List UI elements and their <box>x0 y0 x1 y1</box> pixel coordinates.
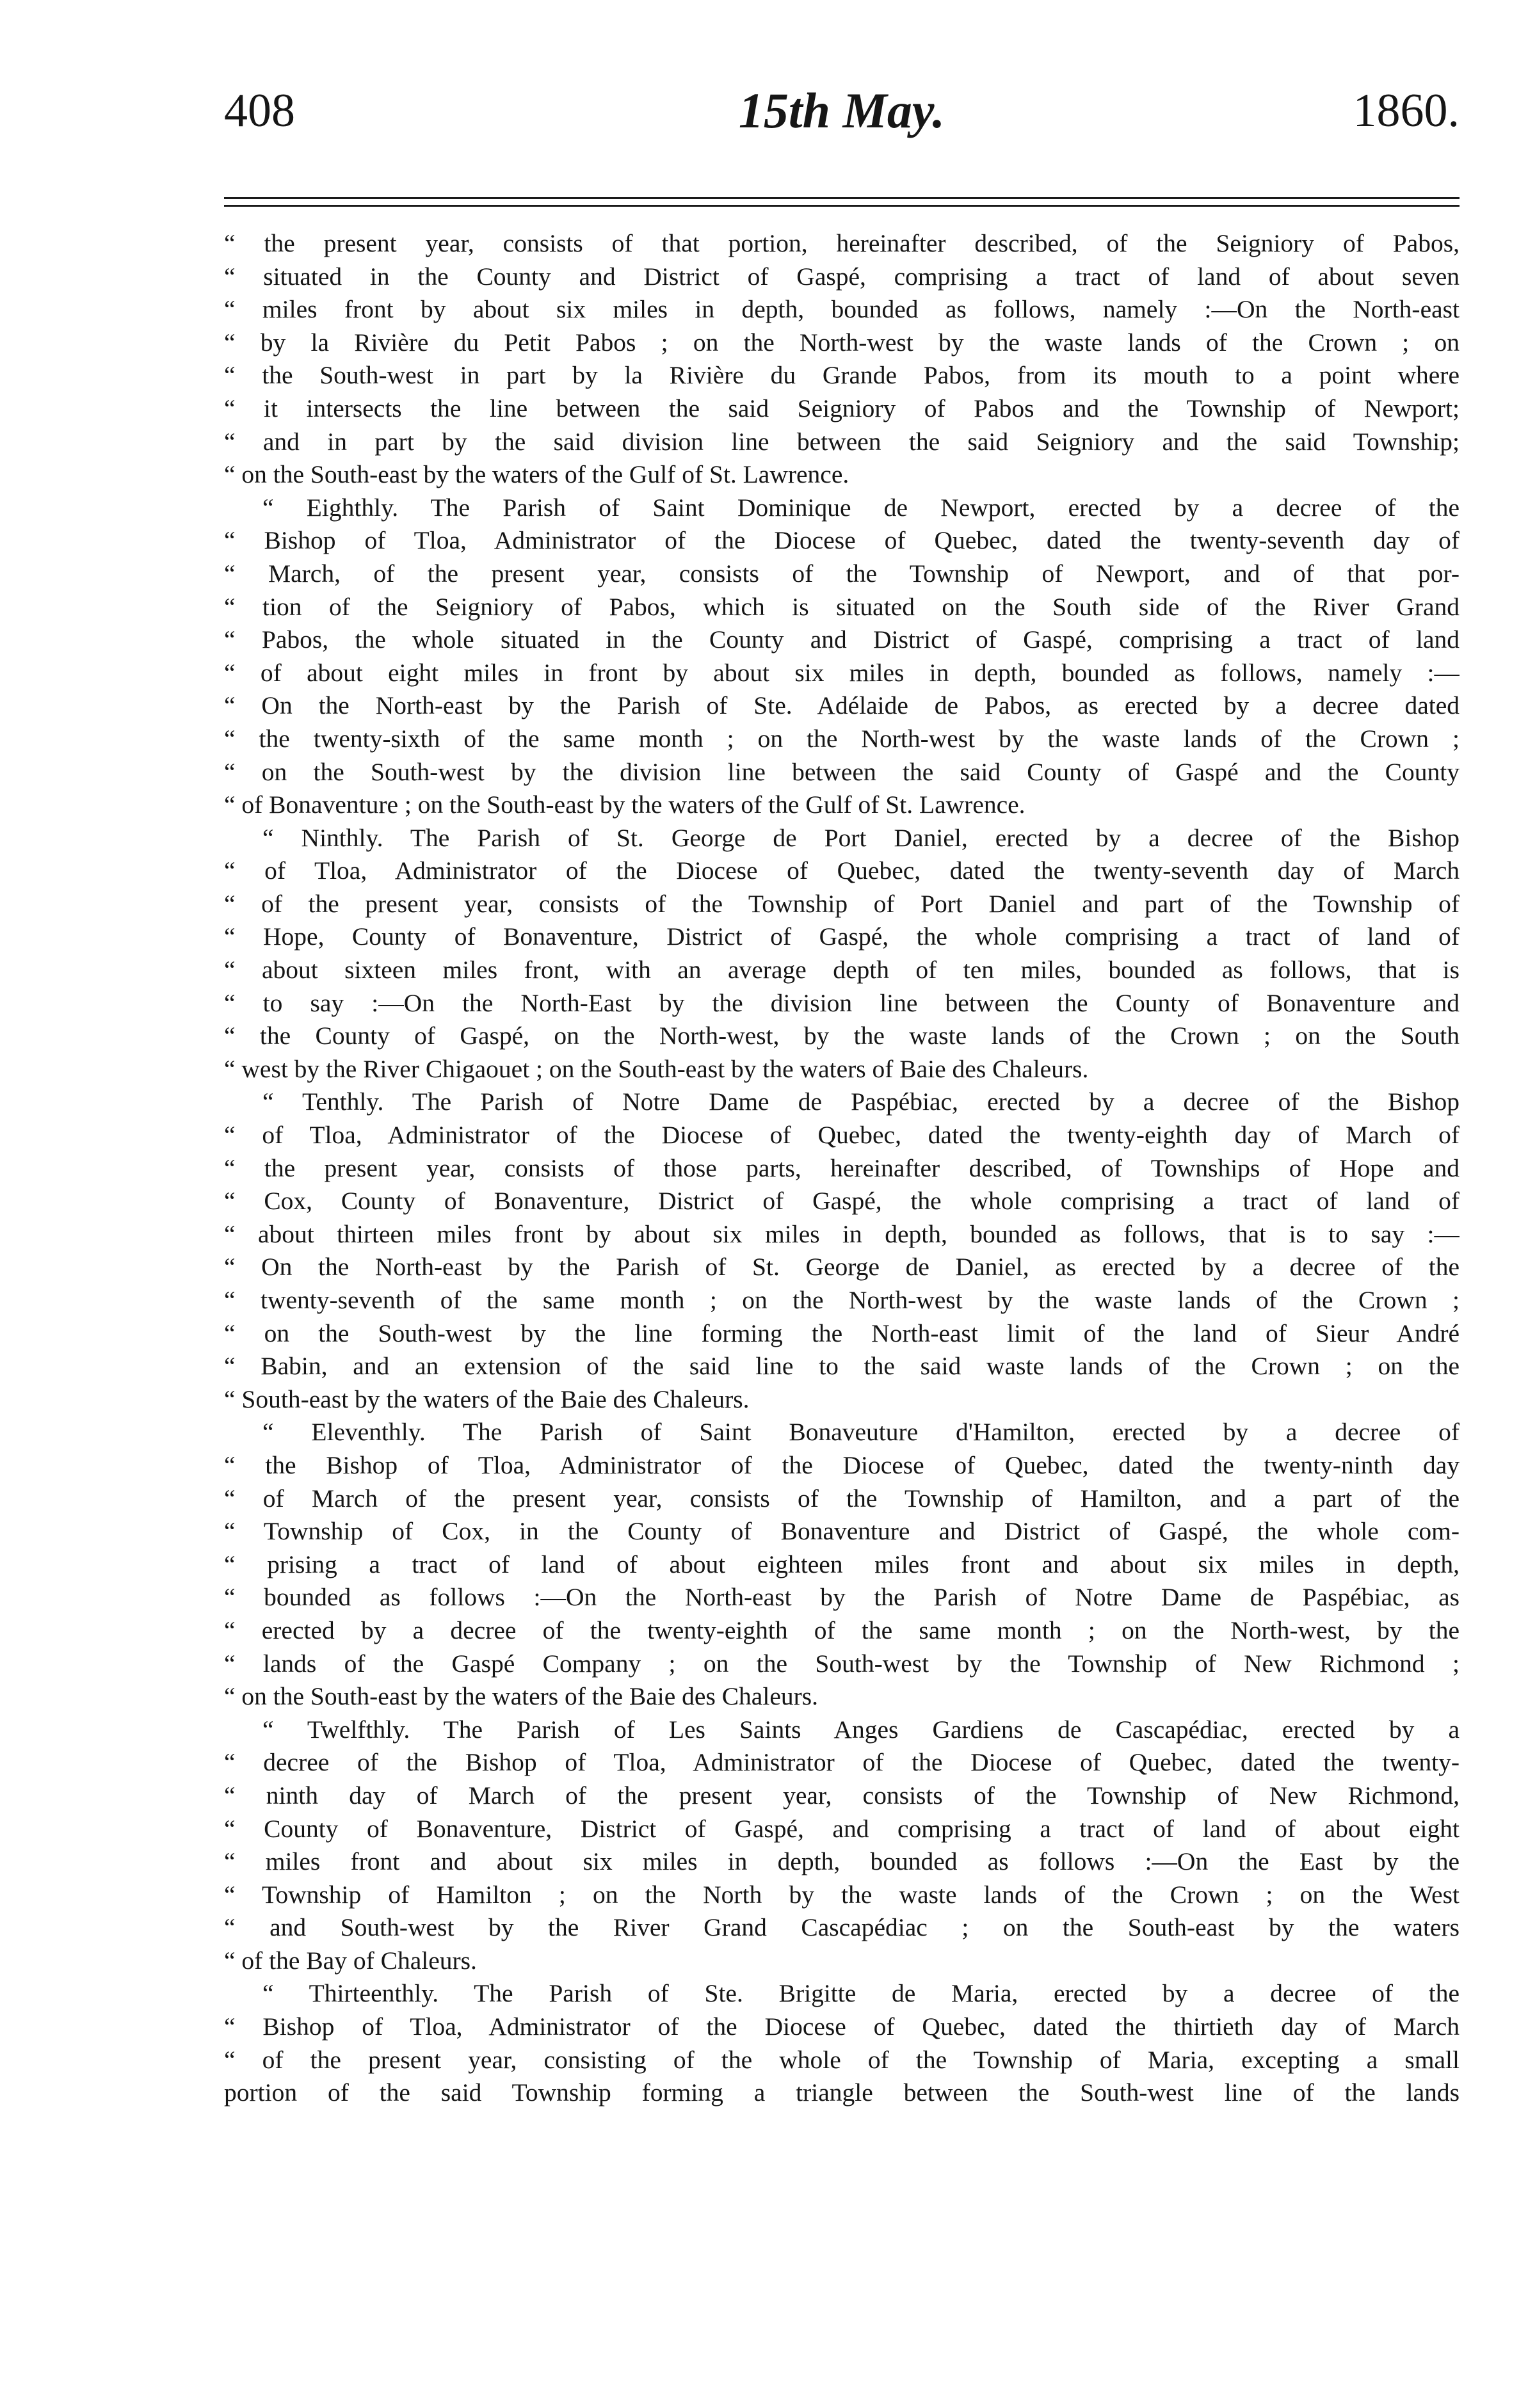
text-line: “ it intersects the line between the said Seigniory of Pabos and the Township of Newport; <box>224 394 1460 422</box>
text-line: “ the County of Gaspé, on the North-west, by the waste lands of the Crown ; on the South <box>224 1022 1460 1050</box>
text-line: “ miles front and about six miles in depth, bounded as follows :—On the East by the <box>224 1847 1460 1876</box>
header-rule-bottom <box>224 205 1460 207</box>
text-line: “ Bishop of Tloa, Administrator of the Diocese of Quebec, dated the thirtieth day of March <box>224 2012 1460 2041</box>
header-rule-top <box>224 197 1460 199</box>
text-line: “ decree of the Bishop of Tloa, Administrator of the Diocese of Quebec, dated the twenty- <box>224 1748 1460 1777</box>
text-line: “ of the Bay of Chaleurs. <box>224 1946 477 1975</box>
text-line: “ Cox, County of Bonaventure, District of Gaspé, the whole comprising a tract of land of <box>224 1187 1460 1216</box>
text-line: “ of March of the present year, consists of the Township of Hamilton, and a part of the <box>224 1484 1460 1513</box>
text-line: “ bounded as follows :—On the North-east by the Parish of Notre Dame de Paspébiac, as <box>224 1583 1460 1612</box>
text-line: “ Bishop of Tloa, Administrator of the Diocese of Quebec, dated the twenty-seventh day of <box>224 526 1460 555</box>
text-line: “ tion of the Seigniory of Pabos, which is situated on the South side of the River Grand <box>224 592 1460 621</box>
text-line: “ about sixteen miles front, with an average depth of ten miles, bounded as follows, that is <box>224 956 1460 984</box>
text-line: “ the twenty-sixth of the same month ; on the North-west by the waste lands of the Crown ; <box>224 724 1460 753</box>
text-line: “ Pabos, the whole situated in the County and District of Gaspé, comprising a tract of land <box>224 625 1460 654</box>
text-line: “ Township of Hamilton ; on the North by the waste lands of the Crown ; on the West <box>224 1880 1460 1909</box>
text-line: “ Tenthly. The Parish of Notre Dame de Paspébiac, erected by a decree of the Bishop <box>262 1088 1460 1116</box>
text-line: “ on the South-west by the division line between the said County of Gaspé and the County <box>224 757 1460 786</box>
text-line: “ Township of Cox, in the County of Bonaventure and District of Gaspé, the whole com- <box>224 1517 1460 1546</box>
text-line: “ Eleventhly. The Parish of Saint Bonaveuture d'Hamilton, erected by a decree of <box>262 1418 1460 1447</box>
text-line: “ of the present year, consists of the Township of Port Daniel and part of the Township of <box>224 889 1460 918</box>
text-line: “ on the South-east by the waters of the Baie des Chaleurs. <box>224 1682 818 1711</box>
text-line: “ South-east by the waters of the Baie des Chaleurs. <box>224 1385 750 1413</box>
running-header <box>224 76 1460 146</box>
text-line: “ Ninthly. The Parish of St. George de Port Daniel, erected by a decree of the Bishop <box>262 823 1460 852</box>
text-line: “ west by the River Chigaouet ; on the South-east by the waters of Baie des Chaleurs. <box>224 1054 1089 1083</box>
text-line: “ about thirteen miles front by about six miles in depth, bounded as follows, that is to say :— <box>224 1219 1460 1248</box>
page-number: 408 <box>224 84 295 137</box>
text-line: “ the South-west in part by la Rivière du Grande Pabos, from its mouth to a point where <box>224 361 1460 390</box>
header-date-title: 15th May. <box>738 83 945 138</box>
text-line: “ prising a tract of land of about eighteen miles front and about six miles in depth, <box>224 1550 1460 1578</box>
text-line: “ of Tloa, Administrator of the Diocese of Quebec, dated the twenty-seventh day of March <box>224 856 1460 885</box>
text-line: “ Twelfthly. The Parish of Les Saints Anges Gardiens de Cascapédiac, erected by a <box>262 1715 1460 1744</box>
text-line: “ the present year, consists of that portion, hereinafter described, of the Seigniory of Pabos, <box>224 229 1460 257</box>
text-line: “ and South-west by the River Grand Cascapédiac ; on the South-east by the waters <box>224 1913 1460 1942</box>
header-year: 1860. <box>1353 84 1460 137</box>
text-line: “ of the present year, consisting of the whole of the Township of Maria, excepting a small <box>224 2045 1460 2074</box>
text-line: “ of Tloa, Administrator of the Diocese of Quebec, dated the twenty-eighth day of March of <box>224 1121 1460 1150</box>
text-line: “ Thirteenthly. The Parish of Ste. Brigitte de Maria, erected by a decree of the <box>262 1979 1460 2008</box>
text-line: “ of Bonaventure ; on the South-east by the waters of the Gulf of St. Lawrence. <box>224 791 1025 819</box>
text-line: “ lands of the Gaspé Company ; on the South-west by the Township of New Richmond ; <box>224 1649 1460 1678</box>
text-line: “ to say :—On the North-East by the division line between the County of Bonaventure and <box>224 988 1460 1017</box>
text-line: “ County of Bonaventure, District of Gaspé, and comprising a tract of land of about eight <box>224 1814 1460 1843</box>
text-line: “ and in part by the said division line between the said Seigniory and the said Township; <box>224 427 1460 456</box>
text-line: “ of about eight miles in front by about six miles in depth, bounded as follows, namely :— <box>224 658 1460 687</box>
text-line: “ ninth day of March of the present year, consists of the Township of New Richmond, <box>224 1781 1460 1810</box>
text-line: “ March, of the present year, consists of the Township of Newport, and of that por- <box>224 559 1460 588</box>
text-line: “ erected by a decree of the twenty-eighth of the same month ; on the North-west, by the <box>224 1616 1460 1644</box>
text-line: “ on the South-west by the line forming the North-east limit of the land of Sieur André <box>224 1319 1460 1347</box>
text-line: “ Eighthly. The Parish of Saint Dominique de Newport, erected by a decree of the <box>262 493 1460 522</box>
text-line: “ situated in the County and District of Gaspé, comprising a tract of land of about seven <box>224 262 1460 291</box>
text-line: “ Hope, County of Bonaventure, District of Gaspé, the whole comprising a tract of land of <box>224 922 1460 951</box>
text-line: portion of the said Township forming a triangle between the South-west line of the lands <box>224 2078 1460 2107</box>
text-line: “ On the North-east by the Parish of St. George de Daniel, as erected by a decree of the <box>224 1253 1460 1281</box>
text-line: “ by la Rivière du Petit Pabos ; on the North-west by the waste lands of the Crown ; on <box>224 328 1460 357</box>
text-line: “ the present year, consists of those parts, hereinafter described, of Townships of Hope and <box>224 1153 1460 1182</box>
text-line: “ on the South-east by the waters of the Gulf of St. Lawrence. <box>224 460 849 489</box>
text-line: “ miles front by about six miles in depth, bounded as follows, namely :—On the North-east <box>224 295 1460 324</box>
text-line: “ the Bishop of Tloa, Administrator of the Diocese of Quebec, dated the twenty-ninth day <box>224 1450 1460 1479</box>
text-line: “ twenty-seventh of the same month ; on the North-west by the waste lands of the Crown ; <box>224 1286 1460 1314</box>
text-line: “ On the North-east by the Parish of Ste. Adélaide de Pabos, as erected by a decree dated <box>224 691 1460 720</box>
text-line: “ Babin, and an extension of the said line to the said waste lands of the Crown ; on the <box>224 1352 1460 1381</box>
body-text <box>224 227 1460 2110</box>
